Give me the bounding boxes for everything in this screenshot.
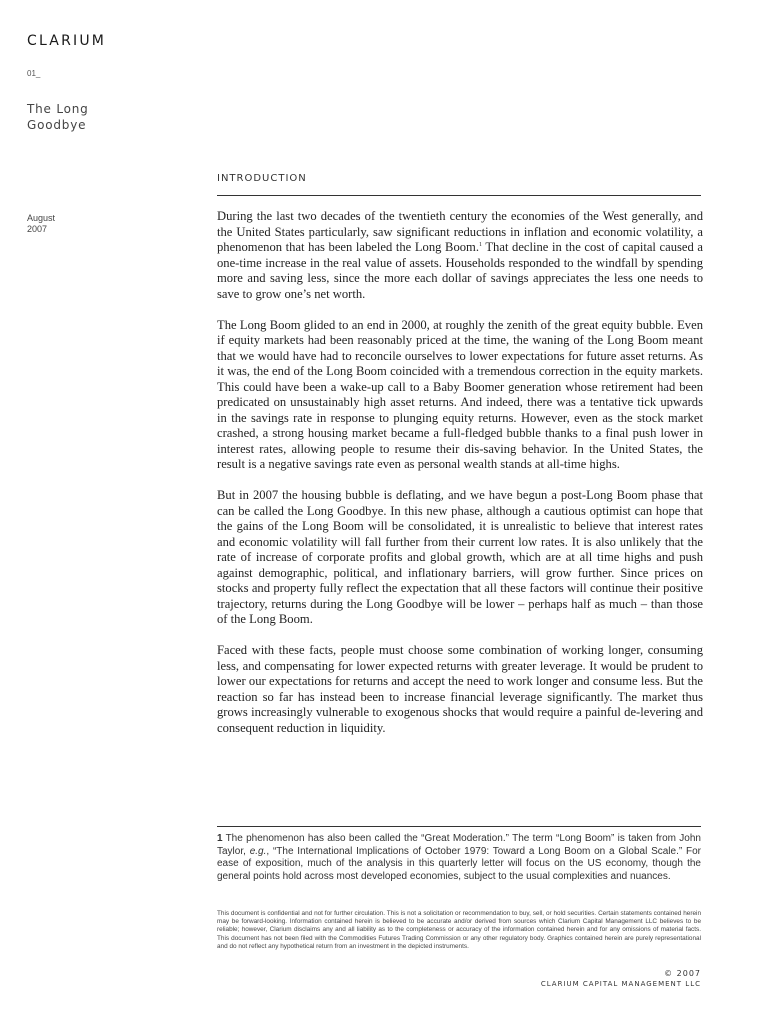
section-heading: INTRODUCTION	[217, 173, 307, 184]
copyright	[541, 968, 701, 990]
paragraph-4: Faced with these facts, people must choose some combination of working longer, consuming less, and compensating for lower expected returns with greater leverage. It would be prudent to lower our expectations for returns and accept the need to work longer and consume less. But the reaction so far has instead been to increase financial leverage significantly. The market thus grows increasingly vulnerable to exogenous shocks that would require a painful de-levering and consequent reduction in liquidity.	[217, 643, 703, 735]
paragraph-1	[217, 209, 703, 302]
footnote-ref[interactable]: 1	[478, 241, 482, 248]
publication-date	[27, 213, 55, 235]
document-title-line-2: Goodbye	[27, 118, 87, 132]
paragraph-1-text-b: That decline in the cost of capital caused a one-time increase in the real value of assets. Households responded to the windfall by spending more and saving less, since the more each dollar of savings appreciates the less one needs to save to grow one’s net worth.	[217, 240, 703, 301]
date-year: 2007	[27, 224, 48, 234]
footnote	[217, 833, 701, 883]
brand-logo: CLARIUM	[27, 33, 107, 49]
page-number: 01_	[27, 69, 41, 78]
footnote-emphasis: e.g.	[249, 845, 267, 857]
body-text	[217, 209, 703, 752]
footnote-text-b: , “The International Implications of October 1979: Toward a Long Boom on a Global Scale.” For ease of exposition, much of the analysis in this quarterly letter will focus on the US economy, though the general points hold across most developed economies, subject to the usual complexities and nuances.	[217, 845, 701, 882]
copyright-year: © 2007	[664, 969, 701, 978]
footnote-number: 1	[217, 833, 223, 844]
document-title-line-1: The Long	[27, 102, 89, 116]
paragraph-3: But in 2007 the housing bubble is deflating, and we have begun a post-Long Boom phase that can be called the Long Goodbye. In this new phase, although a cautious optimist can hope that the gains of the Long Boom will be consolidated, it is unrealistic to believe that interest rates and economic volatility will fall further from their current low rates. It is also unlikely that the rate of increase of corporate profits and global growth, which are at all time highs and push against demographic, political, and inflationary barriers, will grow further. Since prices on stocks and property fully reflect the expectation that all these factors will continue their positive trajectory, returns during the Long Goodbye will be lower – perhaps half as much – than those of the Long Boom.	[217, 488, 703, 626]
footnote-text-a: The phenomenon has also been called the “Great Moderation.” The term “Long Boom” is taken from John Taylor,	[217, 833, 701, 857]
paragraph-1-text-a: During the last two decades of the twentieth century the economies of the West generally, and the United States particularly, saw significant reductions in inflation and economic volatility, a phenomenon that has been labeled the Long Boom.	[217, 209, 703, 254]
date-month: August	[27, 213, 56, 223]
heading-rule	[217, 195, 701, 196]
document-title	[27, 101, 89, 133]
paragraph-2: The Long Boom glided to an end in 2000, at roughly the zenith of the great equity bubble. Even if equity markets had been reasonably priced at the time, the waning of the Long Boom meant that we would have had to reconcile ourselves to lower expectations for future asset returns. As it was, the end of the Long Boom coincided with a tremendous correction in the equity markets. This could have been a wake-up call to a Baby Boomer generation whose retirement had been predicated on unsustainably high asset returns. And indeed, there was a tentative tick upwards in the savings rate in response to plunging equity returns. However, even as the stock market crashed, a strong housing market became a full-fledged bubble thanks to a final push lower in interest rates, allowing people to resume their dis-saving behavior. In the United States, the result is a negative savings rate even as personal wealth stands at all-time highs.	[217, 317, 703, 471]
footnote-rule	[217, 826, 701, 827]
copyright-company: CLARIUM CAPITAL MANAGEMENT LLC	[540, 980, 701, 988]
legal-disclaimer: This document is confidential and not for further circulation. This is not a solicitation or recommendation to buy, sell, or hold securities. Certain statements contained herein may be forward-looking. Information contained herein is believed to be accurate and/or derived from sources which Clarium Capital Management LLC believes to be reliable; however, Clarium disclaims any and all liability as to the completeness or accuracy of the information contained herein and for any omissions of material facts. This document has not been filed with the Commodities Futures Trading Commission or any other regulatory body. Graphics contained herein are purely representational and do not reflect any hypothetical return from an investment in the depicted instruments.	[217, 910, 701, 950]
